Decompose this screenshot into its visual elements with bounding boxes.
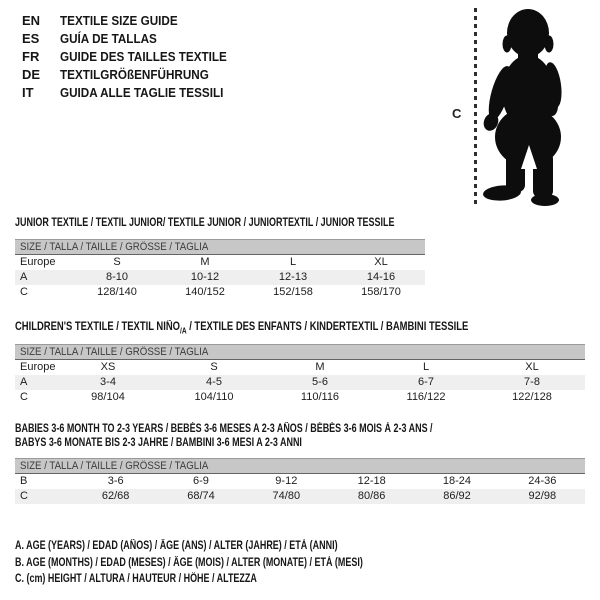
language-row-es bbox=[22, 30, 245, 48]
cell: 14-16 bbox=[337, 270, 425, 285]
cell: 140/152 bbox=[185, 286, 225, 298]
cell: 116/122 bbox=[406, 391, 446, 403]
row-label: B bbox=[20, 475, 28, 487]
cell: 5-6 bbox=[267, 375, 373, 390]
cell: 92/98 bbox=[500, 489, 585, 504]
cell: 158/170 bbox=[361, 286, 401, 298]
cell: XL bbox=[374, 256, 388, 268]
size-header-row bbox=[15, 345, 585, 360]
language-title: GUIDE DES TAILLES TEXTILE bbox=[60, 49, 227, 64]
size-header-band: SIZE / TALLA / TAILLE / GRÖSSE / TAGLIA bbox=[15, 459, 585, 474]
junior-section-title: JUNIOR TEXTILE / TEXTIL JUNIOR/ TEXTILE JUNIOR / JUNIORTEXTIL / JUNIOR TESSILE bbox=[15, 217, 395, 229]
language-title: GUIDA ALLE TAGLIE TESSILI bbox=[60, 85, 224, 100]
size-header-band: SIZE / TALLA / TAILLE / GRÖSSE / TAGLIA bbox=[15, 240, 425, 255]
cell: 12-13 bbox=[249, 270, 337, 285]
table-row-age bbox=[15, 270, 425, 285]
cell: 122/128 bbox=[512, 391, 552, 403]
children-section-title: CHILDREN'S TEXTILE / TEXTIL $NIÑO_{/A}$ / TEXTILE DES ENFANTS / KINDERTEXTIL / BAMBINI TESSILE bbox=[15, 321, 469, 336]
language-row-de bbox=[22, 66, 245, 84]
cell: 4-5 bbox=[161, 375, 267, 390]
footnote-b: B. AGE (MONTHS) / EDAD (MESES) / ÂGE (MOIS) / ALTER (MONATE) / ETÀ (MESI) bbox=[15, 556, 363, 569]
footnotes bbox=[15, 538, 461, 588]
cell: 18-24 bbox=[442, 475, 472, 487]
language-row-fr bbox=[22, 48, 245, 66]
baby-silhouette-icon bbox=[480, 0, 600, 210]
cell: M bbox=[200, 256, 210, 268]
language-row-it bbox=[22, 84, 245, 102]
size-header-band: SIZE / TALLA / TAILLE / GRÖSSE / TAGLIA bbox=[15, 345, 585, 360]
cell: M bbox=[315, 361, 325, 373]
cell: 12-18 bbox=[357, 475, 386, 487]
cell: 86/92 bbox=[414, 489, 499, 504]
cell: 62/68 bbox=[73, 489, 158, 504]
height-measure-label: C bbox=[452, 106, 462, 121]
size-header-row bbox=[15, 459, 585, 474]
footnote-a: A. AGE (YEARS) / EDAD (AÑOS) / ÂGE (ANS) / ALTER (JAHRE) / ETÀ (ANNI) bbox=[15, 540, 338, 552]
table-row-height bbox=[15, 390, 585, 405]
table-row-height bbox=[15, 285, 425, 300]
cell: 3-6 bbox=[107, 475, 124, 487]
cell: 110/116 bbox=[300, 391, 340, 403]
junior-size-table bbox=[15, 239, 425, 300]
cell: 3-4 bbox=[55, 375, 161, 390]
cell: 9-12 bbox=[275, 475, 298, 487]
language-list bbox=[22, 12, 245, 102]
language-code: ES bbox=[22, 31, 40, 46]
cell: 6-9 bbox=[193, 475, 209, 487]
children-size-table bbox=[15, 344, 585, 405]
cell: 68/74 bbox=[158, 489, 243, 504]
row-label: Europe bbox=[20, 361, 56, 373]
cell: 104/110 bbox=[194, 391, 234, 403]
row-label: Europe bbox=[20, 256, 56, 268]
cell: 7-8 bbox=[479, 375, 585, 390]
language-code: EN bbox=[22, 13, 41, 28]
language-title: TEXTILGRÖßENFÜHRUNG bbox=[60, 67, 209, 82]
cell: S bbox=[210, 361, 218, 373]
cell: 98/104 bbox=[91, 391, 125, 403]
cell: L bbox=[289, 256, 297, 268]
language-code: FR bbox=[22, 49, 40, 64]
row-label: A bbox=[15, 270, 73, 285]
language-title: GUÍA DE TALLAS bbox=[60, 31, 157, 46]
language-row-en bbox=[22, 12, 245, 30]
row-label: C bbox=[15, 489, 73, 504]
table-row-europe bbox=[15, 255, 425, 271]
table-row-age bbox=[15, 375, 585, 390]
language-code: DE bbox=[22, 67, 41, 82]
row-label: A bbox=[15, 375, 55, 390]
cell: 6-7 bbox=[373, 375, 479, 390]
cell: 152/158 bbox=[273, 286, 313, 298]
babies-section-title: BABIES 3-6 MONTH TO 2-3 YEARS / BEBÉS 3-6 MESES A 2-3 AÑOS / BÉBÉS 3-6 MOIS À 2-3 ANS / BABYS 3-6 MONATE BIS 2-3 JAHRE / BAMBINI 3-6 MESI A 2-3 ANNI bbox=[15, 423, 433, 449]
cell: S bbox=[113, 256, 121, 268]
footnote-c: C. (cm) HEIGHT / ALTURA / HAUTEUR / HÖHE / ALTEZZA bbox=[15, 573, 257, 585]
table-row-months bbox=[15, 474, 585, 490]
babies-size-table bbox=[15, 458, 585, 504]
cell: XL bbox=[525, 361, 539, 373]
height-measure-line bbox=[474, 8, 477, 204]
size-header-row bbox=[15, 240, 425, 255]
row-label: C bbox=[20, 286, 28, 298]
table-row-height bbox=[15, 489, 585, 504]
cell: 80/86 bbox=[329, 489, 414, 504]
row-label: C bbox=[20, 391, 28, 403]
cell: 74/80 bbox=[244, 489, 329, 504]
cell: 24-36 bbox=[528, 475, 557, 487]
table-row-europe bbox=[15, 360, 585, 376]
cell: 8-10 bbox=[73, 270, 161, 285]
language-title: TEXTILE SIZE GUIDE bbox=[60, 13, 178, 28]
cell: XS bbox=[100, 361, 116, 373]
cell: 128/140 bbox=[97, 286, 137, 298]
language-code: IT bbox=[22, 85, 34, 100]
cell: 10-12 bbox=[161, 270, 249, 285]
cell: L bbox=[422, 361, 430, 373]
